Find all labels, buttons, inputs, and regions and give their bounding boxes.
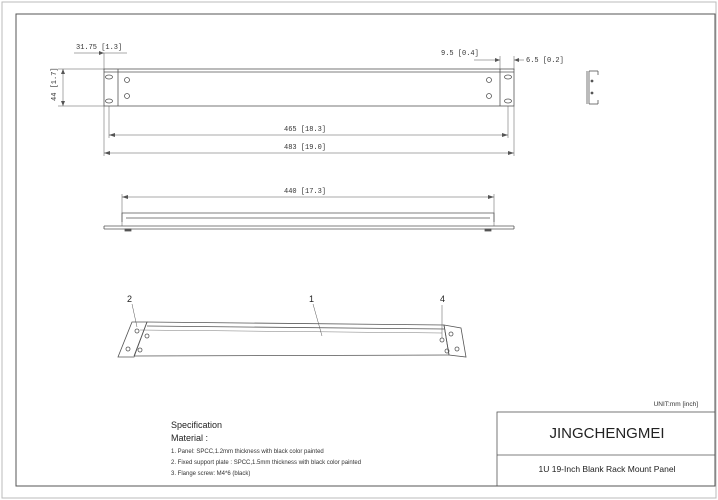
dim-hole-spacing-label: 465 [18.3] (284, 126, 327, 134)
front-panel-outline (104, 69, 514, 106)
unit-label: UNIT:mm [inch] (653, 401, 698, 408)
callout-2: 2 (127, 294, 133, 304)
left-slot-top (106, 75, 113, 79)
top-view (104, 194, 514, 231)
iso-view (118, 304, 466, 357)
right-hole-top (487, 78, 492, 83)
left-hole-top (125, 78, 130, 83)
dim-flange-hole-label: 31.75 [1.3] (76, 44, 123, 52)
iso-panel-bottom-edge (134, 355, 449, 356)
top-view-body (122, 213, 494, 222)
left-hole-bottom (125, 94, 130, 99)
iso-right-flange (444, 325, 466, 357)
right-slot-bottom (505, 99, 512, 103)
dim-height-label: 44 [1.7] (51, 67, 59, 101)
company-name: JINGCHENGMEI (549, 424, 665, 442)
front-view (58, 51, 524, 156)
right-hole-bottom (487, 94, 492, 99)
side-view (587, 71, 598, 104)
left-slot-bottom (106, 99, 113, 103)
spec-item-2: 2. Fixed support plate : SPCC,1.5mm thickness with black color painted (171, 460, 362, 466)
iso-left-flange (118, 322, 147, 357)
part-title: 1U 19-Inch Blank Rack Mount Panel (538, 464, 676, 474)
iso-panel-top-edge (147, 322, 444, 325)
spec-item-3: 3. Flange screw: M4*6 (black) (171, 471, 251, 477)
spec-title: Specification (171, 420, 223, 430)
dim-overall-width-label: 483 [19.0] (284, 144, 327, 152)
dim-body-width-label: 440 [17.3] (284, 188, 327, 196)
spec-item-1: 1. Panel: SPCC,1.2mm thickness with black color painted (171, 449, 324, 455)
right-slot-top (505, 75, 512, 79)
spec-material-label: Material : (171, 433, 209, 443)
callout-4: 4 (440, 294, 446, 304)
dim-hole-edge-label: 9.5 [0.4] (441, 50, 479, 58)
dim-slot-label: 6.5 [0.2] (526, 57, 564, 65)
callout-1: 1 (309, 294, 315, 304)
